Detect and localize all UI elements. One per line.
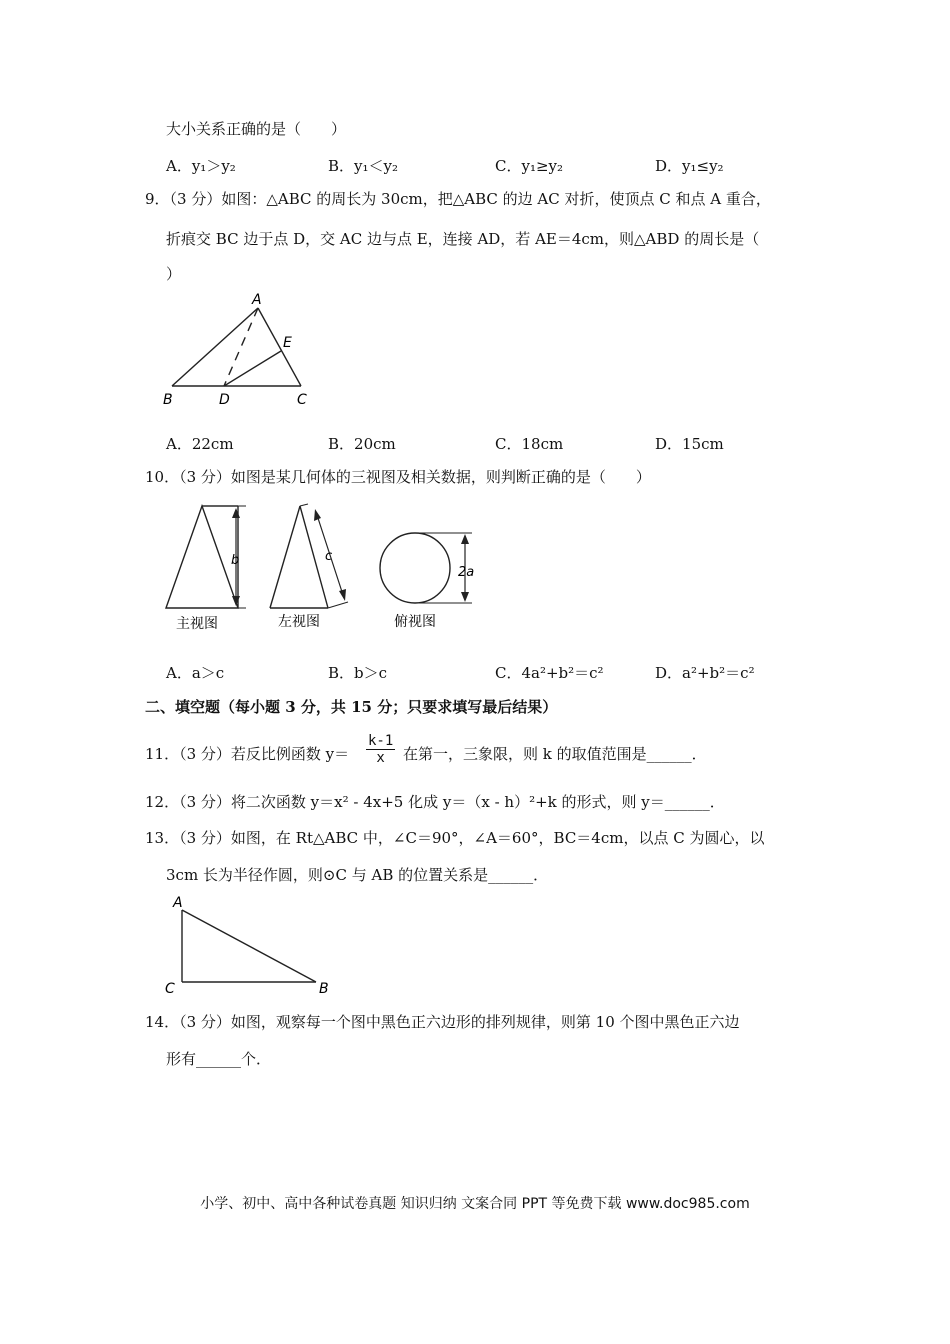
q14-line-1: 14．（3 分）如图，观察每一个图中黑色正六边形的排列规律，则第 10 个图中黑色正六边 xyxy=(145,1013,740,1031)
q13-label-c: C xyxy=(165,981,175,997)
q8-stem-tail: 大小关系正确的是（ ） xyxy=(166,120,347,138)
q10-dim-2a: 2a xyxy=(458,565,475,580)
page-footer: 小学、初中、高中各种试卷真题 知识归纳 文案合同 PPT 等免费下载 www.doc985.com xyxy=(200,1196,750,1212)
q9-label-d: D xyxy=(219,392,230,408)
q8-option-b: B．y₁＜y₂ xyxy=(328,157,398,175)
q8-option-a: A．y₁＞y₂ xyxy=(166,157,236,175)
q10-three-views-figure xyxy=(160,498,490,638)
q9-label-e: E xyxy=(283,335,292,351)
q13-label-a: A xyxy=(173,895,183,911)
q10-option-b: B．b＞c xyxy=(328,664,388,682)
q10-option-c: C．4a²+b²＝c² xyxy=(495,664,604,682)
q9-label-c: C xyxy=(297,392,307,408)
q9-triangle-figure xyxy=(160,288,330,413)
q10-dim-c: c xyxy=(325,549,333,564)
q13-line-1: 13．（3 分）如图，在 Rt△ABC 中，∠C＝90°，∠A＝60°，BC＝4cm，以点 C 为圆心，以 xyxy=(145,829,765,847)
q13-label-b: B xyxy=(319,981,329,997)
q14-line-2: 形有______个． xyxy=(166,1050,272,1068)
q9-line-3: ） xyxy=(166,265,182,283)
q9-line-2: 折痕交 BC 边于点 D，交 AC 边与点 E，连接 AD，若 AE＝4cm，则△ABD 的周长是（ xyxy=(166,230,760,248)
q10-option-d: D．a²+b²＝c² xyxy=(655,664,755,682)
q10-front-view-label: 主视图 xyxy=(176,616,218,632)
q8-option-d: D．y₁≤y₂ xyxy=(655,157,724,175)
q13-line-2: 3cm 长为半径作圆，则⊙C 与 AB 的位置关系是______． xyxy=(166,866,549,884)
q10-dim-b: b xyxy=(231,553,240,568)
q9-option-c: C．18cm xyxy=(495,435,564,453)
q12-text: 12．（3 分）将二次函数 y＝x² - 4x+5 化成 y＝（x - h）²+k 的形式，则 y＝______． xyxy=(145,793,725,811)
q9-option-b: B．20cm xyxy=(328,435,396,453)
q9-label-b: B xyxy=(163,392,173,408)
q9-line-1: 9．（3 分）如图：△ABC 的周长为 30cm，把△ABC 的边 AC 对折，使顶点 C 和点 A 重合， xyxy=(145,190,771,208)
q11-post: 在第一，三象限，则 k 的取值范围是______． xyxy=(403,745,707,763)
q10-left-view-label: 左视图 xyxy=(278,614,320,630)
q10-line-1: 10．（3 分）如图是某几何体的三视图及相关数据，则判断正确的是（ ） xyxy=(145,468,651,486)
q8-option-c: C．y₁≥y₂ xyxy=(495,157,564,175)
q11-fraction-numerator: k-1 xyxy=(368,733,394,749)
q11-fraction xyxy=(366,733,395,766)
q9-option-d: D．15cm xyxy=(655,435,724,453)
q9-label-a: A xyxy=(252,292,262,308)
q10-top-view-label: 俯视图 xyxy=(394,614,436,630)
q11-pre: 11．（3 分）若反比例函数 y＝ xyxy=(145,745,350,763)
q13-right-triangle-figure xyxy=(160,892,340,1002)
q11-fraction-denominator: x xyxy=(376,750,385,766)
section-2-title: 二、填空题（每小题 3 分，共 15 分；只要求填写最后结果） xyxy=(145,698,558,716)
q10-option-a: A．a＞c xyxy=(166,664,225,682)
q9-option-a: A．22cm xyxy=(166,435,234,453)
